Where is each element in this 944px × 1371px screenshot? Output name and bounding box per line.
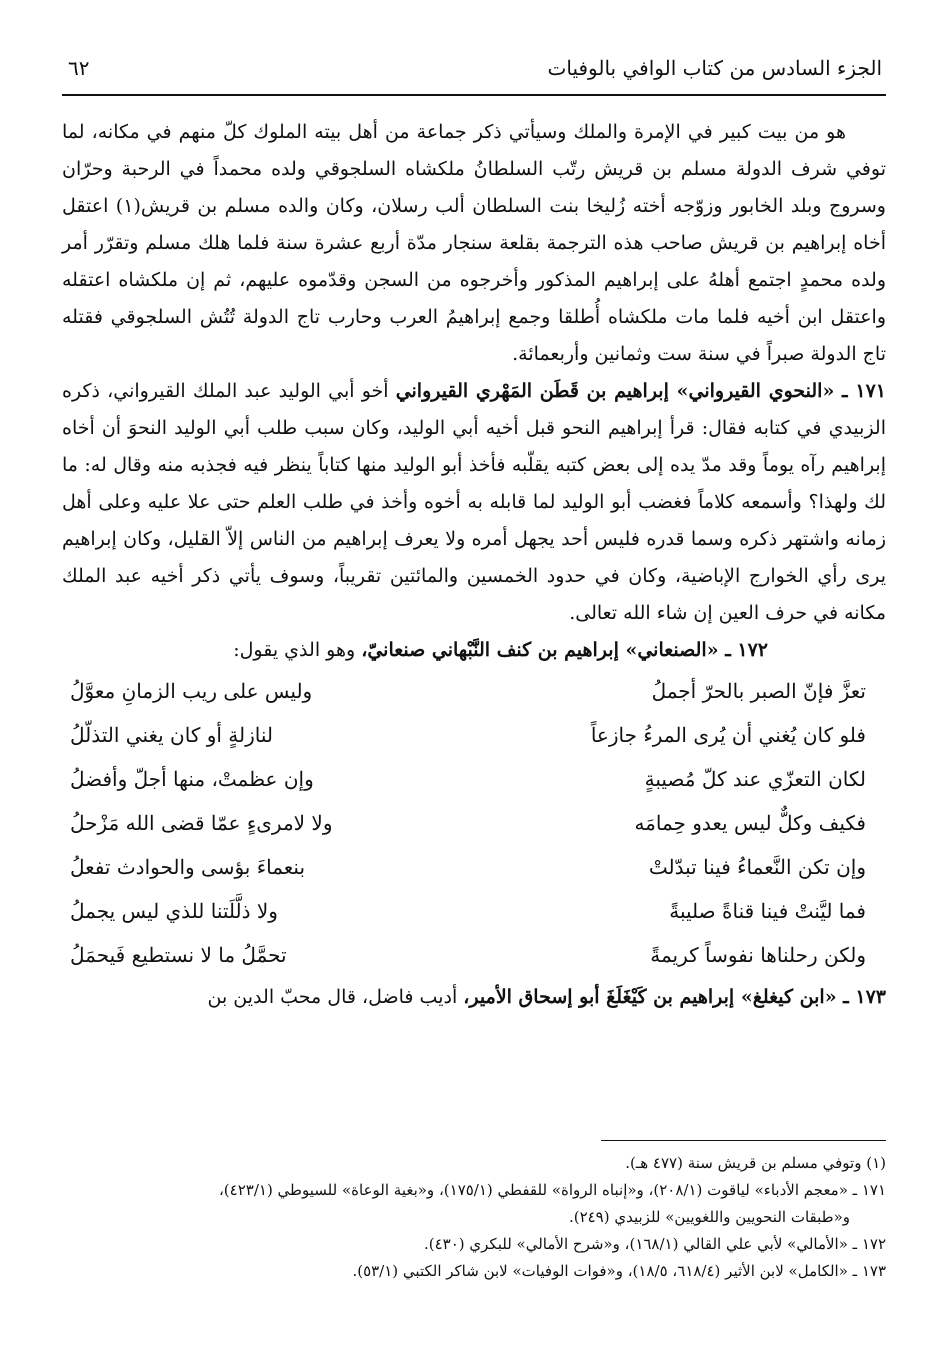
header-title: الجزء السادس من كتاب الوافي بالوفيات — [547, 56, 882, 80]
footnote-171-continued: و«طبقات النحويين واللغويين» للزبيدي (٢٤٩). — [568, 1208, 850, 1226]
verse-second-hemistich: وليس على ريب الزمانِ معوَّلُ — [70, 678, 313, 703]
verse-line — [62, 757, 886, 801]
footnote-173: ١٧٣ ـ «الكامل» لابن الأثير (٦١٨/٤، ١٨/٥)، و«فوات الوفيات» لابن شاكر الكتبي (٥٣/١). — [352, 1262, 886, 1280]
footnote-171: ١٧١ ـ «معجم الأدباء» لياقوت (٢٠٨/١)، و«إنباه الرواة» للقفطي (١٧٥/١)، و«بغية الوعاة» للسيوطي (٤٢٣/١)، — [218, 1181, 886, 1199]
page-number: ٦٢ — [68, 56, 90, 80]
entry-171-text: أخو أبي الوليد عبد الملك القيرواني، ذكره الزبيدي في كتابه فقال: قرأ إبراهيم النحو قبل أخيه أبي الوليد، وكان سبب طلب أبي الوليد النحوَ أن أخاه إبراهيم رآه يوماً وقد مدّ يده إلى بعض كتبه يقلّبه فأخذ أبو الوليد منها كتاباً ينظر فيه فجذبه منه وقال له: ما لك ولهذا؟ وأسمعه كلاماً فغضب أبو الوليد لما قابله به أخوه وأخذ في طلب العلم حتى علا عليه وعلى أهل زمانه واشتهر ذكره وسما قدره فليس أحد يجهل أمره ولا يعرف إبراهيم من الناس إلاّ القليل، وكان إبراهيم يرى رأي الخوارج الإباضية، وكان في حدود الخمسين والمائتين تقريباً، وسوف يأتي ذكر أخيه عبد الملك مكانه في حرف العين إن شاء الله تعالى. — [62, 380, 886, 624]
verse-line — [62, 713, 886, 757]
verse-first-hemistich: فكيف وكلٌّ ليس يعدو حِمامَه — [634, 810, 866, 835]
verse-line — [62, 845, 886, 889]
verse-second-hemistich: لنازلةٍ أو كان يغني التذلّلُ — [70, 722, 273, 747]
entry-171-heading: ١٧١ ـ «النحوي القيرواني» إبراهيم بن قَطَن المَهْري القيرواني — [395, 380, 886, 402]
footnote-172: ١٧٢ ـ «الأمالي» لأبي علي القالي (١٦٨/١)، و«شرح الأمالي» للبكري (٤٣٠). — [424, 1235, 886, 1253]
footnote-1: (١) وتوفي مسلم بن قريش سنة (٤٧٧ هـ). — [625, 1154, 886, 1172]
entry-172 — [62, 632, 886, 669]
entry-173-heading: ١٧٣ ـ «ابن كيغلغ» إبراهيم بن كَيْغَلَغَ أبو إسحاق الأمير، — [463, 986, 886, 1008]
verse-second-hemistich: تحمَّلُ ما لا نستطيع فَيحمَلُ — [70, 942, 287, 967]
verse-line — [62, 889, 886, 933]
entry-173 — [62, 979, 886, 1016]
footnote-separator — [601, 1140, 886, 1141]
verse-first-hemistich: فما ليَّنتْ فينا قناةً صليبةً — [669, 898, 866, 923]
verse-second-hemistich: ولا لامرىءٍ عمّا قضى الله مَزْحلُ — [70, 810, 333, 835]
running-header — [62, 52, 886, 96]
entry-172-text: وهو الذي يقول: — [233, 639, 362, 661]
entry-171 — [62, 373, 886, 632]
verse-first-hemistich: وإن تكن النَّعماءُ فينا تبدّلتْ — [648, 854, 866, 879]
entry-173-text: أديب فاضل، قال محبّ الدين بن — [207, 986, 464, 1008]
verse-first-hemistich: لكان التعزّي عند كلّ مُصيبةٍ — [644, 766, 866, 791]
verse-first-hemistich: ولكن رحلناها نفوساً كريمةً — [650, 942, 866, 967]
verse-first-hemistich: فلو كان يُغني أن يُرى المرءُ جازعاً — [590, 722, 866, 747]
verse-second-hemistich: بنعماءَ بؤسى والحوادث تفعلُ — [70, 854, 306, 879]
verse-second-hemistich: وإن عظمتْ، منها أجلّ وأفضلُ — [70, 766, 314, 791]
verse-first-hemistich: تعزَّ فإنّ الصبر بالحرّ أجملُ — [651, 678, 866, 703]
poem — [62, 669, 886, 977]
verse-second-hemistich: ولا ذلَّلَتنا للذي ليس يجملُ — [70, 898, 278, 923]
intro-paragraph: هو من بيت كبير في الإمرة والملك وسيأتي ذكر جماعة من أهل بيته الملوك كلّ منهم في مكانه، لما توفي شرف الدولة مسلم بن قريش رتّب السلطانُ ملكشاه السلجوقي ولده محمداً في الرحبة وحرّان وسروج وبلد الخابور وزوّجه أخته زُليخا بنت السلطان ألب رسلان، وكان والده مسلم بن قريش(١) اعتقل أخاه إبراهيم بن قريش صاحب هذه الترجمة بقلعة سنجار مدّة أربع عشرة سنة فلما هلك مسلم وتقرّر أمر ولده محمدٍ اجتمع أهلهُ على إبراهيم المذكور وأخرجوه من السجن وقدّموه عليهم، ثم إن ملكشاه اعتقله واعتقل ابن أخيه فلما مات ملكشاه أُطلقا وجمع إبراهيمُ العرب وحارب تاج الدولة تُتُش السلجوقي فقتله تاج الدولة صبراً في سنة ست وثمانين وأربعمائة. — [62, 121, 886, 365]
footnotes — [62, 1150, 886, 1285]
verse-line — [62, 801, 886, 845]
main-text — [62, 114, 886, 1016]
entry-172-heading: ١٧٢ ـ «الصنعاني» إبراهيم بن كنف النَّبْهاني صنعانيّ، — [361, 639, 768, 661]
verse-line — [62, 669, 886, 713]
verse-line — [62, 933, 886, 977]
